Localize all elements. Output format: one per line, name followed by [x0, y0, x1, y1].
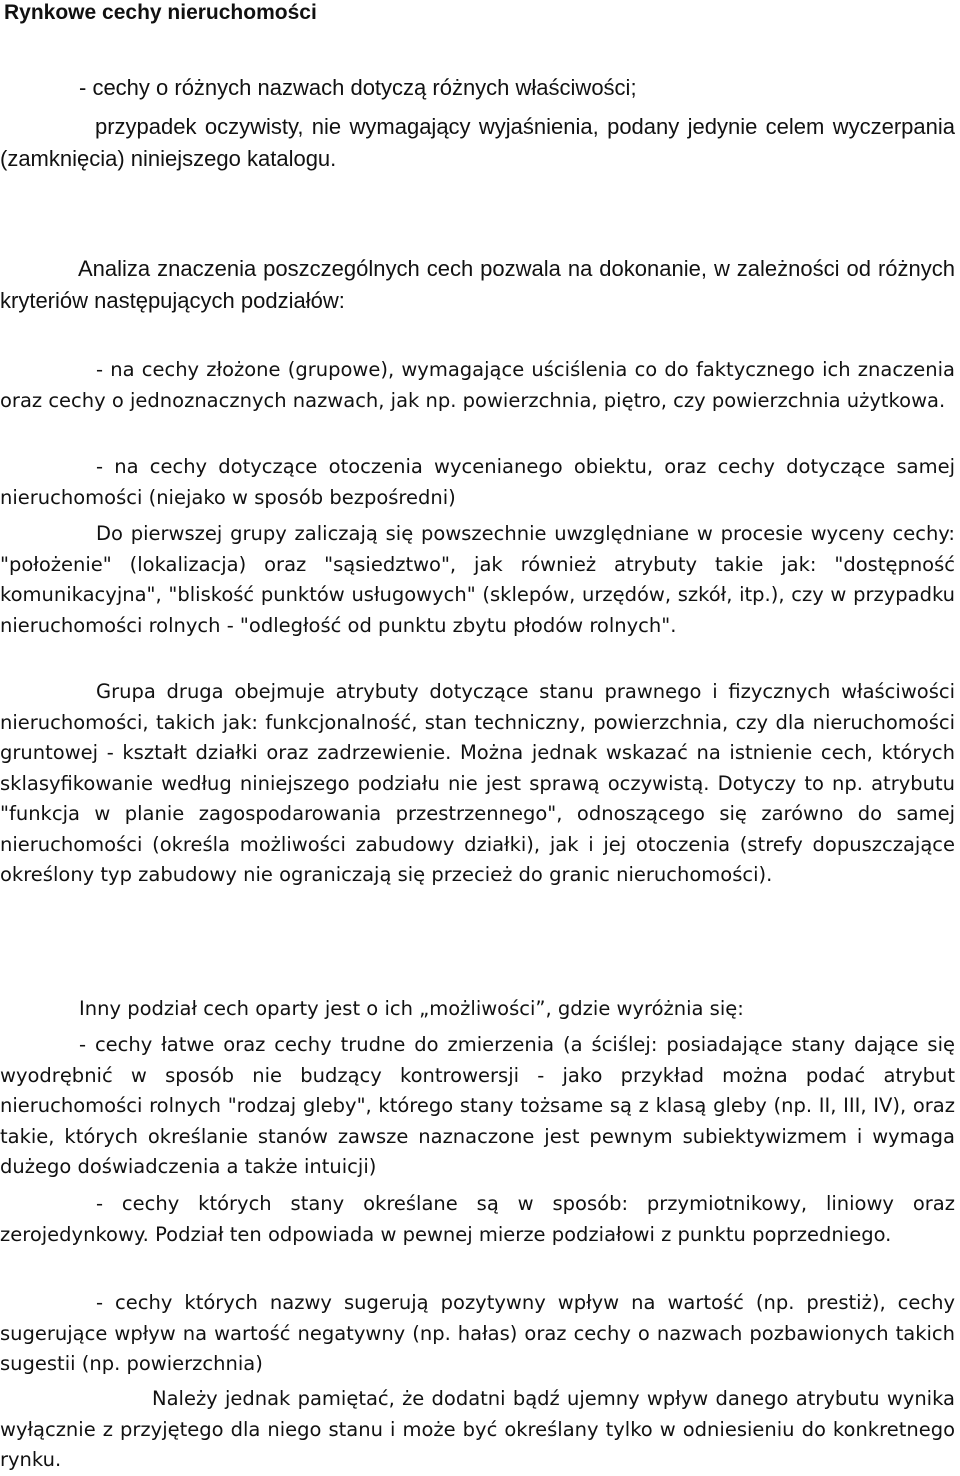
paragraph-7: Grupa druga obejmuje atrybuty dotyczące stanu prawnego i fizycznych właściwości nieruchomości, takich jak: funkcjonalność, stan techniczny, powierzchnia, czy dla nieruchomości gruntowej - kształt działki oraz zadrzewienie. Można jednak wskazać na istnienie cech, których sklasyfikowanie według niniejszego podziału nie jest sprawą oczywistą. Dotyczy to np. atrybutu "funkcja w planie zagospodarowania przestrzennego", odnoszącego się zarówno do samej nieruchomości (określa możliwości zabudowy działki), jak i jej otoczenia (strefy dopuszczające określony typ zabudowy nie ograniczają się przecież do granic nieruchomości).: [0, 680, 955, 886]
paragraph-6: Do pierwszej grupy zaliczają się powszechnie uwzględniane w procesie wyceny cechy: "położenie" (lokalizacja) oraz "sąsiedztwo", jak również atrybuty takie jak: "dostępność komunikacyjna", "bliskość punktów usługowych" (sklepów, urzędów, szkół, itp.), czy w przypadku nieruchomości rolnych - "odległość od punktu zbytu płodów rolnych".: [0, 522, 955, 637]
paragraph-3: Analiza znaczenia poszczególnych cech pozwala na dokonanie, w zależności od różnych kryteriów następujących podziałów:: [0, 256, 955, 313]
paragraph-8: Inny podział cech oparty jest o ich „możliwości”, gdzie wyróżnia się:: [79, 997, 744, 1020]
paragraph-4: - na cechy złożone (grupowe), wymagające uściślenia co do faktycznego ich znaczenia oraz cechy o jednoznacznych nazwach, jak np. powierzchnia, piętro, czy powierzchnia użytkowa.: [0, 358, 955, 412]
paragraph-11: - cechy których nazwy sugerują pozytywny wpływ na wartość (np. prestiż), cechy sugerujące wpływ na wartość negatywny (np. hałas) oraz cechy o nazwach pozbawionych takich sugestii (np. powierzchnia): [0, 1291, 955, 1375]
paragraph-1: - cechy o różnych nazwach dotyczą różnych właściwości;: [79, 75, 637, 100]
paragraph-10: - cechy których stany określane są w sposób: przymiotnikowy, liniowy oraz zerojedynkowy. Podział ten odpowiada w pewnej mierze podziałowi z punktu poprzedniego.: [0, 1192, 955, 1246]
paragraph-12: Należy jednak pamiętać, że dodatni bądź ujemny wpływ danego atrybutu wynika wyłącznie z przyjętego dla niego stanu i może być określany tylko w odniesieniu do konkretnego rynku.: [0, 1387, 955, 1471]
paragraph-9: - cechy łatwe oraz cechy trudne do zmierzenia (a ściślej: posiadające stany dające się wyodrębnić w sposób nie budzący kontrowersji - jako przykład można podać atrybut nieruchomości rolnych "rodzaj gleby", którego stany tożsame są z klasą gleby (np. II, III, IV), oraz takie, których określanie stanów zawsze naznaczone jest pewnym subiektywizmem i wymaga dużego doświadczenia a także intuicji): [0, 1033, 955, 1178]
paragraph-2: przypadek oczywisty, nie wymagający wyjaśnienia, podany jedynie celem wyczerpania (zamknięcia) niniejszego katalogu.: [0, 114, 955, 171]
page-title: Rynkowe cechy nieruchomości: [4, 1, 317, 24]
paragraph-5: - na cechy dotyczące otoczenia wycenianego obiektu, oraz cechy dotyczące samej nieruchomości (niejako w sposób bezpośredni): [0, 455, 955, 509]
